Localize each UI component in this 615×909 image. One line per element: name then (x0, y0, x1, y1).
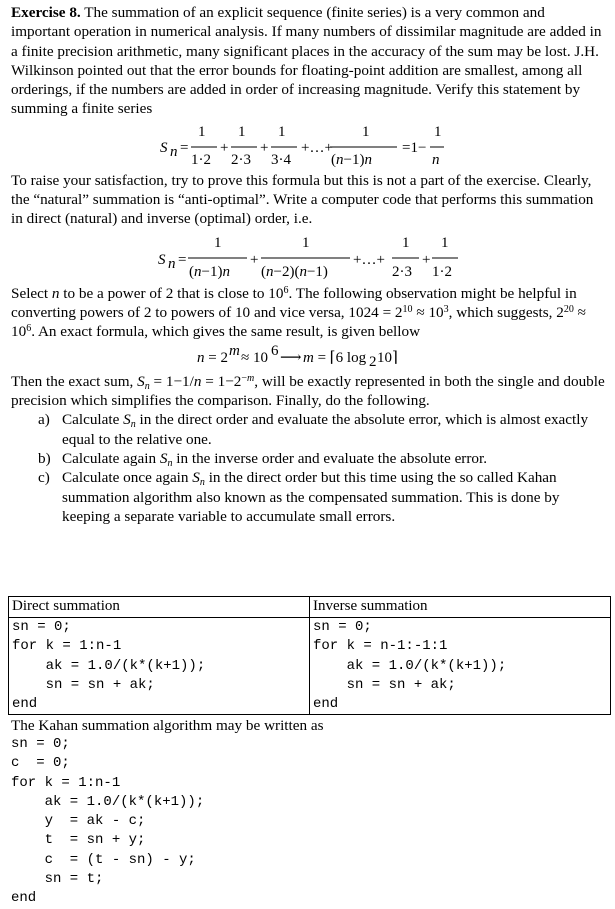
exercise-page (11, 3, 607, 527)
task-list (11, 410, 607, 526)
intro-text: The summation of an explicit sequence (finite series) is a very common and important operation in numerical analysis. If many numbers of dissimilar magnitude are added in a finite precision arithmetic, many significant places in the accuracy of the sum may be lost. J.H. Wilkinson pointed out that the error bounds for floating-point addition are smallest, among all orderings, if the numbers are added in order of increasing magnitude. Verify this statement by summing a finite series (11, 4, 602, 118)
summation-code-table (8, 596, 611, 715)
svg-text:2: 2 (369, 353, 377, 370)
direct-code-cell (9, 618, 310, 715)
svg-text:S: S (160, 139, 168, 156)
svg-text:n: n (432, 151, 440, 168)
select-n-paragraph: Select n to be a power of 2 that is close to $10^6$. The following observation might be helpful in converting powers of 2 to powers of 10 and vice versa, $1024 = 2^{10} \approx 10^3$, which suggests, $2^{20} \approx 10^6$. An exact formula, which gives the same result, is given bellow (11, 284, 586, 341)
svg-text:1: 1 (198, 123, 206, 140)
svg-text:1: 1 (302, 234, 310, 251)
svg-text:2·3: 2·3 (231, 151, 251, 168)
svg-text:=1−: =1− (402, 139, 427, 156)
svg-text:n: n (168, 255, 176, 272)
equation-inverse-svg (144, 229, 474, 284)
svg-text:1: 1 (278, 123, 286, 140)
svg-text:(n−1)n: (n−1)n (189, 263, 230, 280)
svg-text:1: 1 (238, 123, 246, 140)
svg-text:+: + (220, 139, 229, 156)
equation-n-svg (179, 342, 439, 372)
svg-text:n: n (170, 143, 178, 160)
svg-text:1: 1 (434, 123, 442, 140)
svg-text:6: 6 (271, 342, 279, 359)
svg-text:2·3: 2·3 (392, 263, 412, 280)
svg-text:n = 2: n = 2 (197, 349, 228, 366)
intro-paragraph (11, 3, 607, 119)
svg-text:1: 1 (441, 234, 449, 251)
svg-text:(n−2)(n−1): (n−2)(n−1) (261, 263, 328, 280)
svg-text:S: S (158, 251, 166, 268)
kahan-code: sn = 0; c = 0; for k = 1:n-1 ak = 1.0/(k*(k+1)); y = ak - c; t = sn + y; c = (t - sn) - y; sn = t; end (11, 736, 205, 907)
svg-text:1·2: 1·2 (191, 151, 211, 168)
task-item-b: b) Calculate again $S_n$ in the inverse order and evaluate the absolute error. (38, 449, 488, 469)
kahan-title: The Kahan summation algorithm may be written as (11, 717, 324, 734)
svg-text:+: + (250, 251, 259, 268)
inverse-code: sn = 0; for k = n-1:-1:1 ak = 1.0/(k*(k+1)); sn = sn + ak; end (313, 619, 507, 713)
task-item-a: a) Calculate $S_n$ in the direct order and evaluate the absolute error, which is almost exactly equal to the relative one. (38, 411, 589, 448)
satisfaction-paragraph: To raise your satisfaction, try to prove this formula but this is not a part of the exercise. Clearly, the “natural” summation is “anti-optimal”. Write a computer code that performs this summation in direct (natural) and inverse (optimal) order, i.e. (11, 171, 594, 228)
svg-text:1: 1 (402, 234, 410, 251)
svg-text:=: = (178, 251, 187, 268)
equation-direct-series (11, 119, 607, 171)
svg-text:+: + (422, 251, 431, 268)
svg-text:⟶: ⟶ (280, 349, 302, 366)
direct-code: sn = 0; for k = 1:n-1 ak = 1.0/(k*(k+1)); sn = sn + ak; end (12, 619, 206, 713)
svg-text:1: 1 (214, 234, 222, 251)
svg-text:+: + (260, 139, 269, 156)
exercise-label: Exercise 8. (11, 4, 81, 21)
svg-text:+…+: +…+ (301, 139, 333, 156)
equation-direct-svg (144, 119, 474, 171)
svg-text:1: 1 (362, 123, 370, 140)
svg-text:10⌉: 10⌉ (377, 349, 398, 366)
svg-text:m = ⌈6 log: m = ⌈6 log (303, 349, 367, 366)
equation-n-formula (11, 342, 607, 372)
task-item-c: c) Calculate once again $S_n$ in the direct order but this time using the so called Kahan summation algorithm also known as the compensated summation. This is done by keeping a separate variable to accumulate small errors. (38, 469, 560, 526)
inverse-code-cell (310, 618, 611, 715)
direct-summation-header: Direct summation (9, 597, 310, 618)
equation-inverse-series (11, 229, 607, 284)
inverse-summation-header: Inverse summation (310, 597, 611, 618)
svg-text:(n−1)n: (n−1)n (331, 151, 372, 168)
svg-text:1·2: 1·2 (432, 263, 452, 280)
svg-text:≈ 10: ≈ 10 (241, 349, 268, 366)
svg-text:m: m (229, 342, 240, 359)
exact-sum-paragraph: Then the exact sum, $S_n = 1-1/n = 1-2^{-m}$, will be exactly represented in both the single and double precision which simplifies the comparison. Finally, do the following. (11, 372, 605, 409)
svg-text:=: = (180, 139, 189, 156)
svg-text:3·4: 3·4 (271, 151, 291, 168)
svg-text:+…+: +…+ (353, 251, 385, 268)
